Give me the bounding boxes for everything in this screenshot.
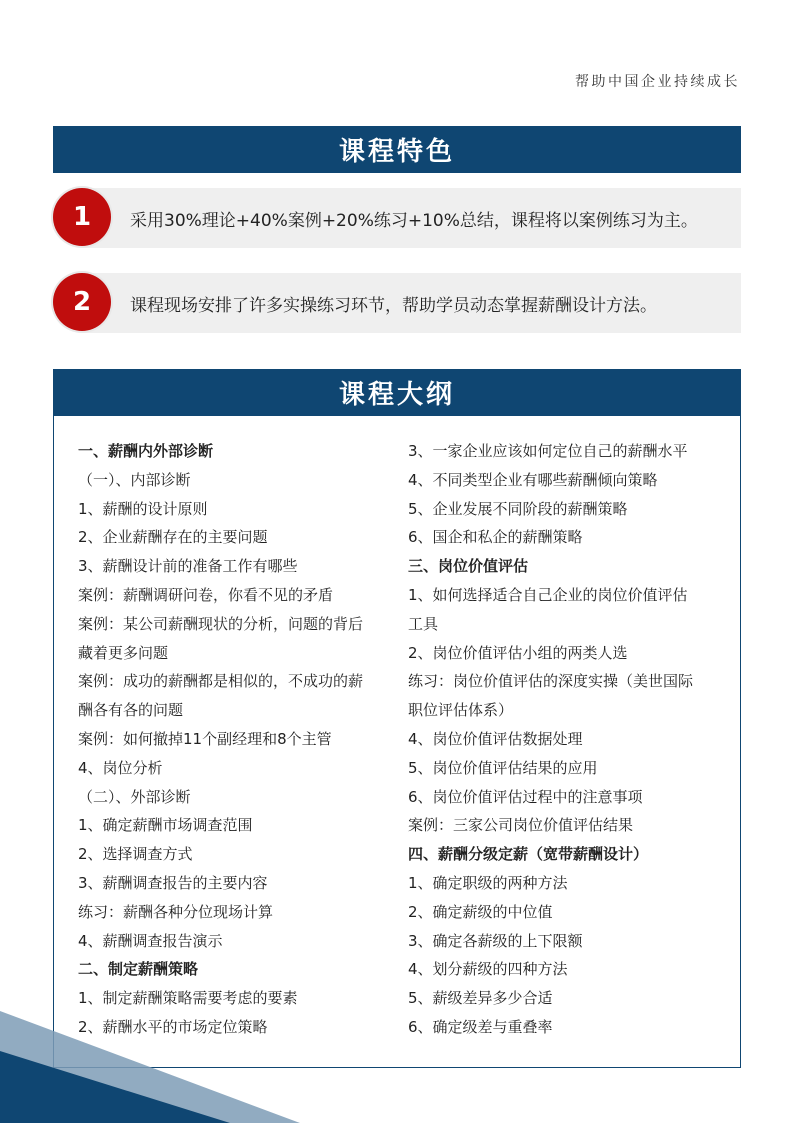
outline-item: 2、确定薪级的中位值 bbox=[408, 902, 553, 921]
outline-item: 3、薪酬设计前的准备工作有哪些 bbox=[78, 557, 298, 576]
outline-item: 案例：薪酬调研问卷，你看不见的矛盾 bbox=[78, 585, 334, 604]
outline-item: 3、薪酬调查报告的主要内容 bbox=[78, 873, 268, 892]
outline-box bbox=[53, 416, 741, 1068]
feature-text: 课程现场安排了许多实操练习环节，帮助学员动态掌握薪酬设计方法。 bbox=[130, 295, 657, 316]
feature-item bbox=[53, 273, 741, 333]
outline-item: 1、如何选择适合自己企业的岗位价值评估 bbox=[408, 585, 688, 604]
outline-item: 3、一家企业应该如何定位自己的薪酬水平 bbox=[408, 442, 688, 460]
outline-item: （二）、外部诊断 bbox=[78, 787, 191, 806]
outline-item: 1、薪酬的设计原则 bbox=[78, 499, 208, 518]
outline-item: 6、岗位价值评估过程中的注意事项 bbox=[408, 787, 643, 806]
outline-section-heading: 一、薪酬内外部诊断 bbox=[78, 442, 214, 460]
outline-item: 5、企业发展不同阶段的薪酬策略 bbox=[408, 499, 628, 518]
outline-item: 练习：岗位价值评估的深度实操（美世国际 bbox=[408, 672, 694, 691]
outline-item: 2、薪酬水平的市场定位策略 bbox=[78, 1017, 268, 1036]
outline-item: 案例：如何撤掉11个副经理和8个主管 bbox=[78, 729, 332, 748]
outline-item: 3、确定各薪级的上下限额 bbox=[408, 931, 583, 950]
outline-item: 6、国企和私企的薪酬策略 bbox=[408, 528, 583, 547]
outline-item: 5、岗位价值评估结果的应用 bbox=[408, 758, 598, 777]
outline-item: 案例：三家公司岗位价值评估结果 bbox=[408, 816, 634, 835]
feature-text: 采用30%理论+40%案例+20%练习+10%总结，课程将以案例练习为主。 bbox=[130, 210, 698, 231]
outline-item: 4、岗位价值评估数据处理 bbox=[408, 729, 583, 748]
outline-item: 练习：薪酬各种分位现场计算 bbox=[78, 902, 274, 921]
outline-item: 案例：成功的薪酬都是相似的，不成功的薪 bbox=[78, 672, 364, 691]
feature-number-badge: 2 bbox=[53, 273, 111, 331]
outline-item: 案例：某公司薪酬现状的分析，问题的背后 bbox=[78, 614, 364, 633]
outline-right-column bbox=[408, 437, 714, 1042]
outline-item: 1、确定职级的两种方法 bbox=[408, 873, 568, 892]
outline-section-heading: 三、岗位价值评估 bbox=[408, 557, 529, 576]
outline-item: 2、企业薪酬存在的主要问题 bbox=[78, 528, 268, 547]
outline-item: 5、薪级差异多少合适 bbox=[408, 989, 553, 1008]
outline-item: 4、薪酬调查报告演示 bbox=[78, 931, 223, 950]
outline-item: 酬各有各的问题 bbox=[78, 701, 184, 720]
outline-item: 工具 bbox=[408, 614, 439, 633]
outline-item: 2、岗位价值评估小组的两类人选 bbox=[408, 643, 628, 662]
feature-item bbox=[53, 188, 741, 248]
tagline: 帮助中国企业持续成长 bbox=[575, 74, 740, 90]
outline-item: （一）、内部诊断 bbox=[78, 470, 191, 489]
outline-section-header: 课程大纲 bbox=[53, 369, 741, 416]
features-section-header: 课程特色 bbox=[53, 126, 741, 173]
outline-item: 1、制定薪酬策略需要考虑的要素 bbox=[78, 989, 298, 1008]
feature-number-badge: 1 bbox=[53, 188, 111, 246]
outline-item: 6、确定级差与重叠率 bbox=[408, 1017, 553, 1036]
corner-decoration bbox=[0, 1011, 300, 1123]
outline-section-heading: 四、薪酬分级定薪（宽带薪酬设计） bbox=[408, 845, 649, 864]
outline-item: 2、选择调查方式 bbox=[78, 845, 193, 864]
outline-section-heading: 二、制定薪酬策略 bbox=[78, 960, 199, 979]
outline-item: 职位评估体系） bbox=[408, 701, 514, 720]
outline-item: 4、不同类型企业有哪些薪酬倾向策略 bbox=[408, 470, 658, 489]
outline-left-column bbox=[78, 437, 384, 1042]
outline-item: 1、确定薪酬市场调查范围 bbox=[78, 816, 253, 835]
outline-item: 藏着更多问题 bbox=[78, 643, 169, 662]
outline-item: 4、岗位分析 bbox=[78, 758, 163, 777]
outline-item: 4、划分薪级的四种方法 bbox=[408, 960, 568, 979]
